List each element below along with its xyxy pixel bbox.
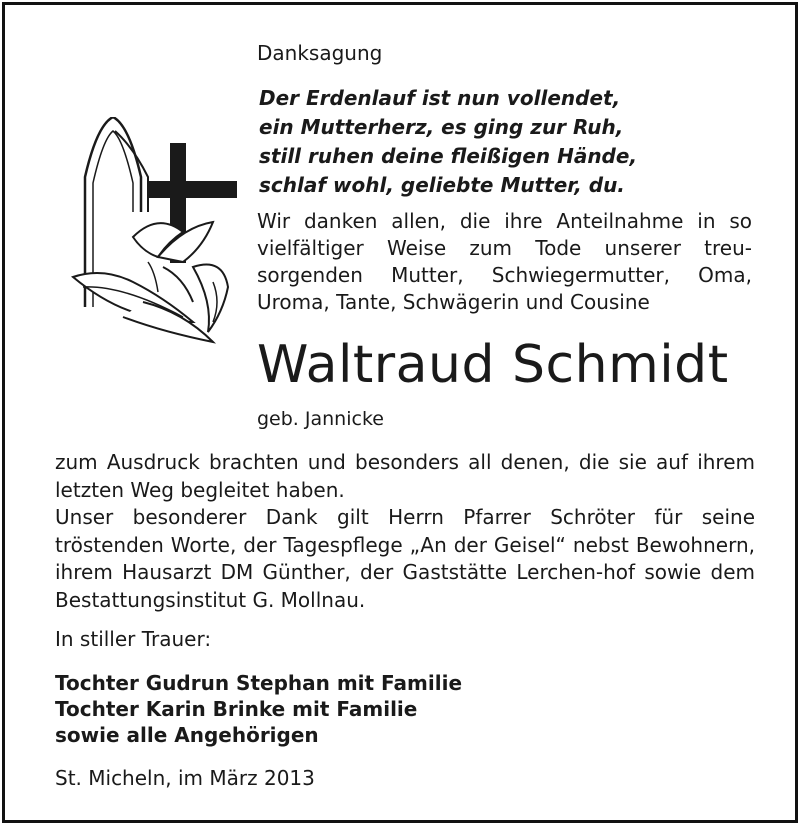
poem-line: still ruhen deine fleißigen Hände,: [259, 144, 638, 168]
birth-name: geb. Jannicke: [257, 408, 384, 430]
mourning-label: In stiller Trauer:: [55, 627, 212, 651]
cross-lily-window-icon: [63, 117, 243, 347]
mourner-entry: Tochter Karin Brinke mit Familie: [55, 697, 418, 721]
thanks-paragraph: Unser besonderer Dank gilt Herrn Pfarrer Schröter für seine tröstenden Worte, der Tagespflege „An der Geisel“ nebst Bewohnern, ihrem Hausarzt DM Günther, der Gaststätte Lerchen-hof sowie dem Bestattungsinstitut G. Mollnau.: [55, 505, 755, 612]
mourners-list: [55, 670, 462, 748]
poem-line: schlaf wohl, geliebte Mutter, du.: [259, 173, 625, 197]
notice-heading: Danksagung: [257, 41, 383, 65]
place-date: St. Micheln, im März 2013: [55, 766, 315, 790]
poem-line: ein Mutterherz, es ging zur Ruh,: [259, 115, 624, 139]
memorial-poem: [259, 84, 637, 200]
thanks-paragraph: zum Ausdruck brachten und besonders all denen, die sie auf ihrem letzten Weg begleitet haben.: [55, 450, 755, 502]
deceased-name: Waltraud Schmidt: [257, 335, 729, 395]
intro-text: Wir danken allen, die ihre Anteilnahme in so vielfältiger Weise zum Tode unserer treu-sorgenden Mutter, Schwiegermutter, Oma, Uroma, Tante, Schwägerin und Cousine: [257, 209, 752, 314]
mourner-entry: sowie alle Angehörigen: [55, 723, 319, 747]
poem-line: Der Erdenlauf ist nun vollendet,: [259, 86, 621, 110]
obituary-notice: [2, 2, 798, 823]
thanks-body: [55, 449, 755, 614]
mourner-entry: Tochter Gudrun Stephan mit Familie: [55, 671, 463, 695]
